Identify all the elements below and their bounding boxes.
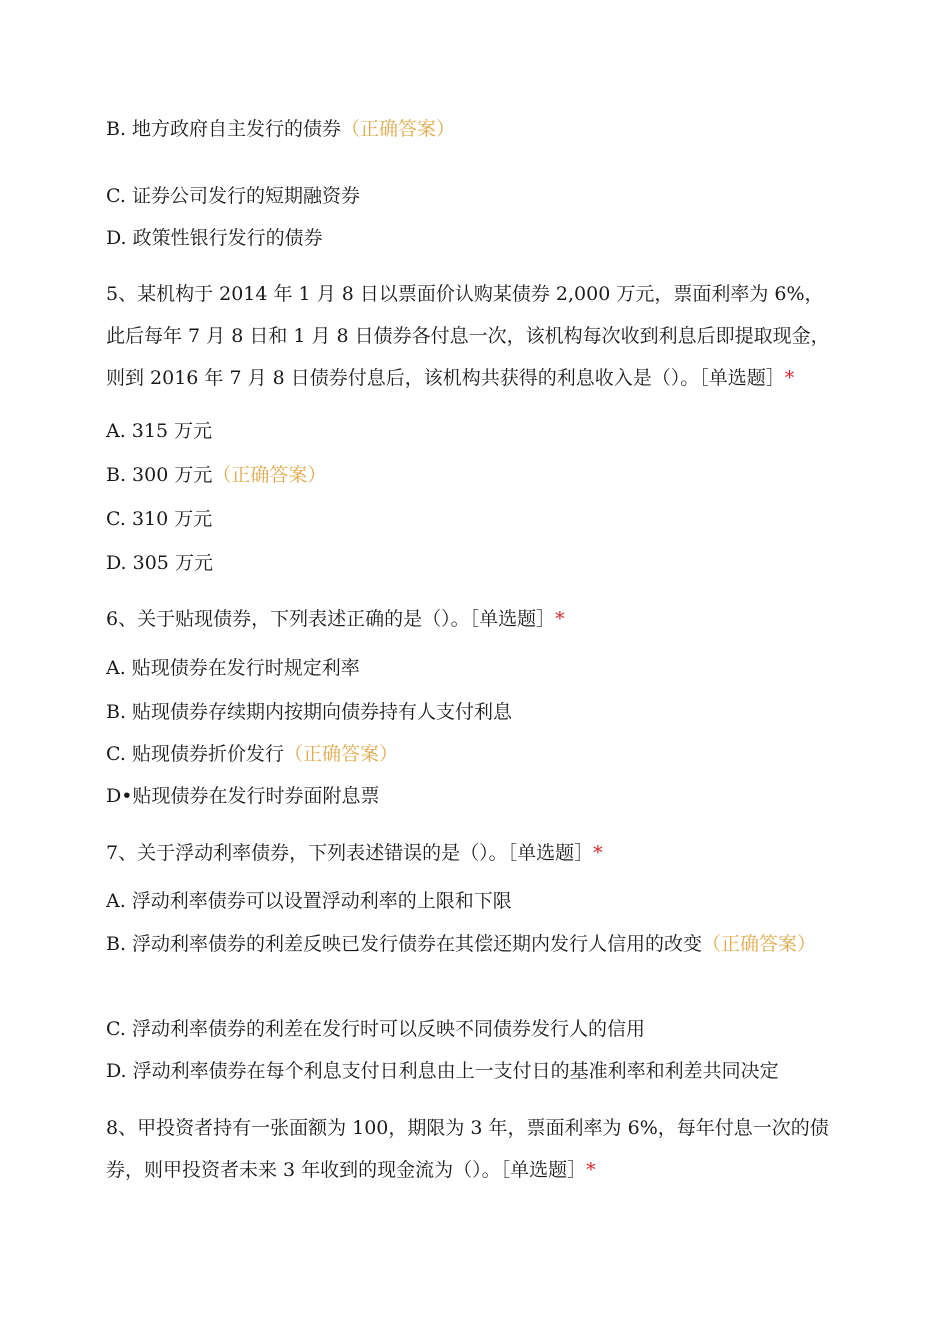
required-marker: * [555, 608, 565, 630]
q6-option-c [106, 743, 842, 765]
q5-option-b [106, 464, 842, 486]
question-text: 6、关于贴现债券，下列表述正确的是（）。［单选题］ [106, 608, 556, 630]
option-text: C. 浮动利率债券的利差在发行时可以反映不同债券发行人的信用 [106, 1018, 645, 1040]
question-text: 8、甲投资者持有一张面额为 100，期限为 3 年，票面利率为 6%，每年付息一次的债券，则甲投资者未来 3 年收到的现金流为（）。［单选题］ [106, 1117, 829, 1181]
correct-answer-marker: （正确答案） [212, 464, 327, 486]
question-text: 5、某机构于 2014 年 1 月 8 日以票面价认购某债券 2,000 万元，票面利率为 6%，此后每年 7 月 8 日和 1 月 8 日债券各付息一次，该机构每次收到利息后即提取现金，则到 2016 年 7 月 8 日债券付息后，该机构共获得的利息收入是（）。［单选题］ [106, 283, 830, 389]
option-text: B. 300 万元 [106, 464, 213, 486]
q4-option-b [106, 118, 842, 140]
option-text: A. 浮动利率债券可以设置浮动利率的上限和下限 [106, 890, 512, 912]
q7-option-c [106, 1018, 842, 1040]
q7-option-a [106, 890, 842, 912]
q5-option-a [106, 420, 842, 442]
option-text: C. 310 万元 [106, 508, 213, 530]
q7-option-b [106, 923, 842, 965]
option-text: A. 贴现债券在发行时规定利率 [106, 657, 360, 679]
required-marker: * [586, 1159, 596, 1181]
q6-option-b [106, 701, 842, 723]
correct-answer-marker: （正确答案） [702, 933, 817, 955]
correct-answer-marker: （正确答案） [341, 118, 456, 140]
q6-option-d [106, 785, 842, 807]
q5-option-c [106, 508, 842, 530]
q7-stem [106, 842, 842, 864]
option-text: B. 浮动利率债券的利差反映已发行债券在其偿还期内发行人信用的改变 [106, 933, 703, 955]
q5-stem [106, 273, 842, 399]
option-text: A. 315 万元 [106, 420, 213, 442]
q7-option-d [106, 1060, 842, 1082]
q5-option-d [106, 552, 842, 574]
option-text: B. 地方政府自主发行的债券 [106, 118, 342, 140]
required-marker: * [784, 367, 795, 389]
option-text: C. 贴现债券折价发行 [106, 743, 284, 765]
q8-stem [106, 1107, 842, 1191]
question-text: 7、关于浮动利率债券，下列表述错误的是（）。［单选题］ [106, 842, 594, 864]
option-text: D. 305 万元 [106, 552, 213, 574]
required-marker: * [593, 842, 603, 864]
option-text: C. 证券公司发行的短期融资券 [106, 185, 360, 207]
option-text: D. 浮动利率债券在每个利息支付日利息由上一支付日的基准利率和利差共同决定 [106, 1060, 779, 1082]
option-text: D•贴现债券在发行时券面附息票 [106, 785, 380, 807]
q6-option-a [106, 657, 842, 679]
correct-answer-marker: （正确答案） [283, 743, 398, 765]
option-text: D. 政策性银行发行的债券 [106, 227, 323, 249]
q6-stem [106, 608, 842, 630]
q4-option-d [106, 227, 842, 249]
option-text: B. 贴现债券存续期内按期向债券持有人支付利息 [106, 701, 513, 723]
q4-option-c [106, 185, 842, 207]
